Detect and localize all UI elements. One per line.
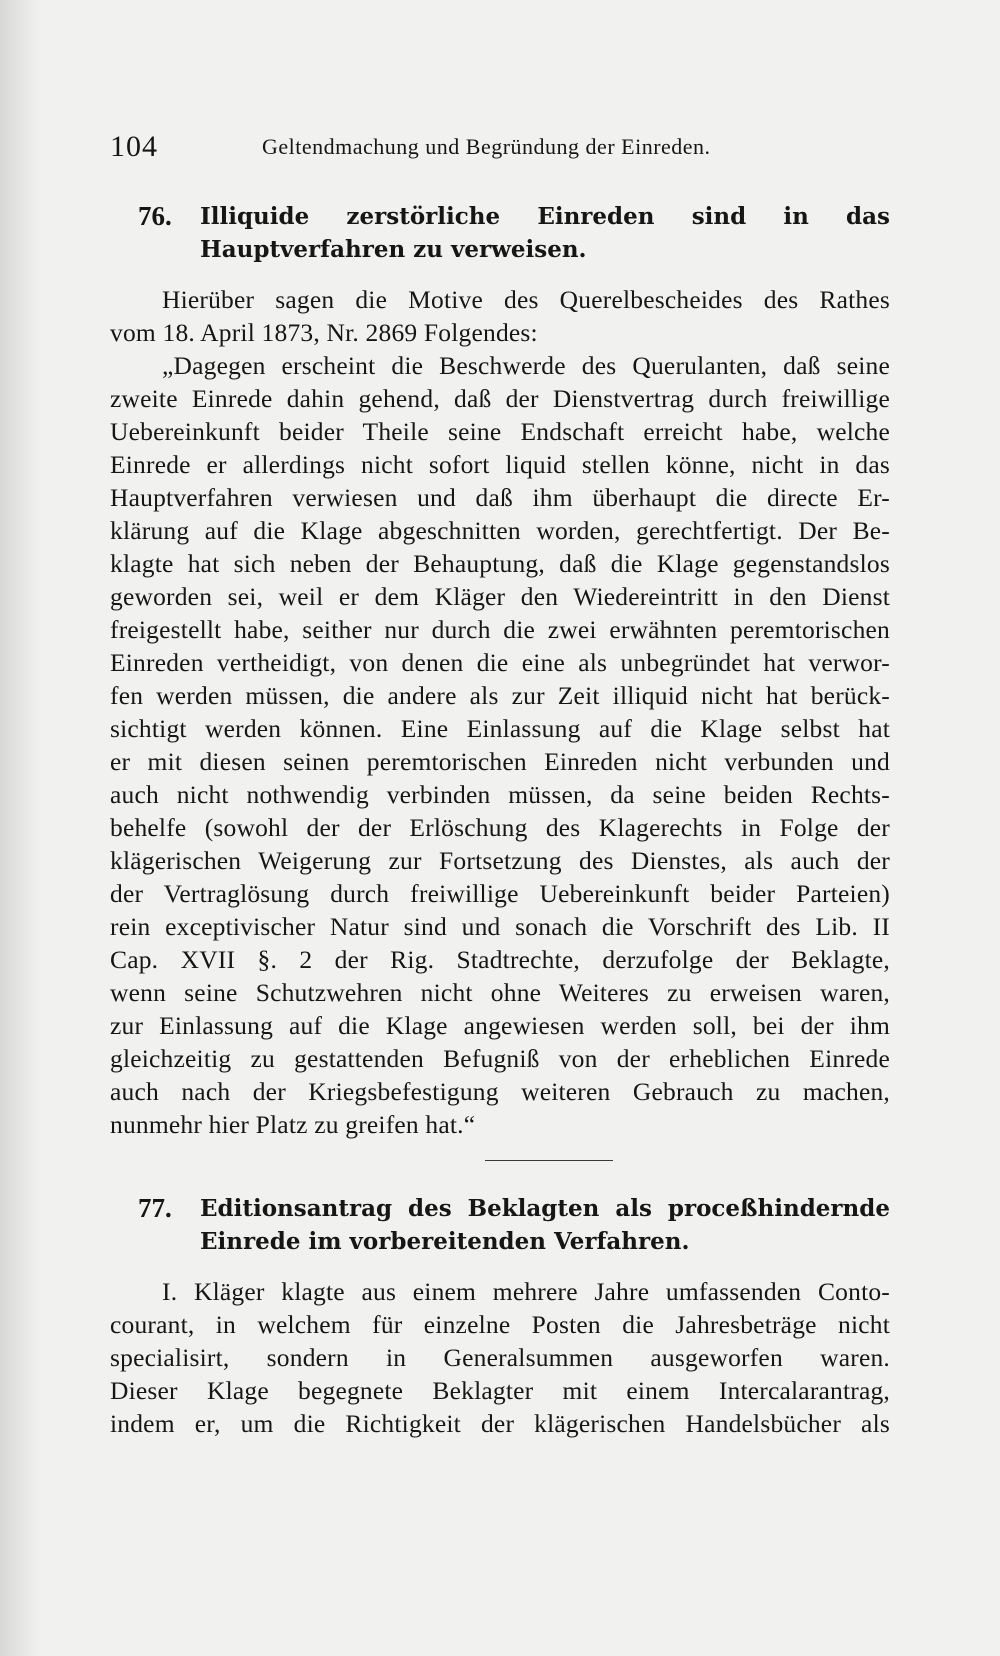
text-line: klärung auf die Klage abgeschnitten worden, gerechtfertigt. Der Be- — [110, 516, 890, 545]
text-line: geworden sei, weil er dem Kläger den Wiedereintritt in den Dienst — [110, 582, 890, 611]
text-line: nunmehr hier Platz zu greifen hat.“ — [110, 1110, 476, 1139]
text-line: indem er, um die Richtigkeit der klägerischen Handelsbücher als — [110, 1409, 890, 1438]
section-76-heading — [110, 200, 890, 266]
section-number: 76. — [138, 201, 172, 231]
section-title: Editionsantrag des Beklagten als proceßhindernde Einrede im vorbereitenden Verfahren. — [200, 1195, 890, 1255]
text-line: Cap. XVII §. 2 der Rig. Stadtrechte, derzufolge der Beklagte, — [110, 945, 890, 974]
text-line: sichtigt werden können. Eine Einlassung auf die Klage selbst hat — [110, 714, 890, 743]
text-line: fen werden müssen, die andere als zur Zeit illiquid nicht hat berück- — [110, 681, 890, 710]
section-77-heading — [110, 1192, 890, 1258]
text-line: rein exceptivischer Natur sind und sonach die Vorschrift des Lib. II — [110, 912, 890, 941]
text-line: Hierüber sagen die Motive des Querelbescheides des Rathes — [162, 285, 890, 314]
text-line: auch nicht nothwendig verbinden müssen, da seine beiden Rechts- — [110, 780, 890, 809]
text-line: auch nach der Kriegsbefestigung weiteren Gebrauch zu machen, — [110, 1077, 890, 1106]
section-title: Illiquide zerstörliche Einreden sind in das Hauptverfahren zu verweisen. — [200, 203, 890, 263]
text-line: Dieser Klage begegnete Beklagter mit einem Intercalarantrag, — [110, 1376, 890, 1405]
text-line: wenn seine Schutzwehren nicht ohne Weiteres zu erweisen waren, — [110, 978, 890, 1007]
text-line: freigestellt habe, seither nur durch die zwei erwähnten peremtorischen — [110, 615, 890, 644]
text-line: klagte hat sich neben der Behauptung, daß die Klage gegenstandslos — [110, 549, 890, 578]
text-line: er mit diesen seinen peremtorischen Einreden nicht verbunden und — [110, 747, 890, 776]
text-line: der Vertraglösung durch freiwillige Uebereinkunft beider Parteien) — [110, 879, 890, 908]
section-divider — [485, 1160, 613, 1161]
page-header — [110, 130, 890, 170]
text-line: gleichzeitig zu gestattenden Befugniß von der erheblichen Einrede — [110, 1044, 890, 1073]
text-line: Einreden vertheidigt, von denen die eine als unbegründet hat verwor- — [110, 648, 890, 677]
running-head: Geltendmachung und Begründung der Einreden. — [262, 134, 711, 159]
section-number: 77. — [138, 1193, 172, 1223]
text-line: zur Einlassung auf die Klage angewiesen werden soll, bei der ihm — [110, 1011, 890, 1040]
text-line: Uebereinkunft beider Theile seine Endschaft erreicht habe, welche — [110, 417, 890, 446]
text-line: Einrede er allerdings nicht sofort liquid stellen könne, nicht in das — [110, 450, 890, 479]
page-number: 104 — [110, 130, 158, 163]
text-line: courant, in welchem für einzelne Posten die Jahresbeträge nicht — [110, 1310, 890, 1339]
page-edge-shadow — [0, 0, 40, 1656]
text-line: zweite Einrede dahin gehend, daß der Dienstvertrag durch freiwillige — [110, 384, 890, 413]
text-line: Hauptverfahren verwiesen und daß ihm überhaupt die directe Er- — [110, 483, 890, 512]
text-line: behelfe (sowohl der der Erlöschung des Klagerechts in Folge der — [110, 813, 890, 842]
text-line: I. Kläger klagte aus einem mehrere Jahre umfassenden Conto- — [162, 1277, 890, 1306]
text-line: klägerischen Weigerung zur Fortsetzung des Dienstes, als auch der — [110, 846, 890, 875]
text-line: specialisirt, sondern in Generalsummen ausgeworfen waren. — [110, 1343, 890, 1372]
text-line: „Dagegen erscheint die Beschwerde des Querulanten, daß seine — [162, 351, 890, 380]
text-line: vom 18. April 1873, Nr. 2869 Folgendes: — [110, 318, 538, 347]
